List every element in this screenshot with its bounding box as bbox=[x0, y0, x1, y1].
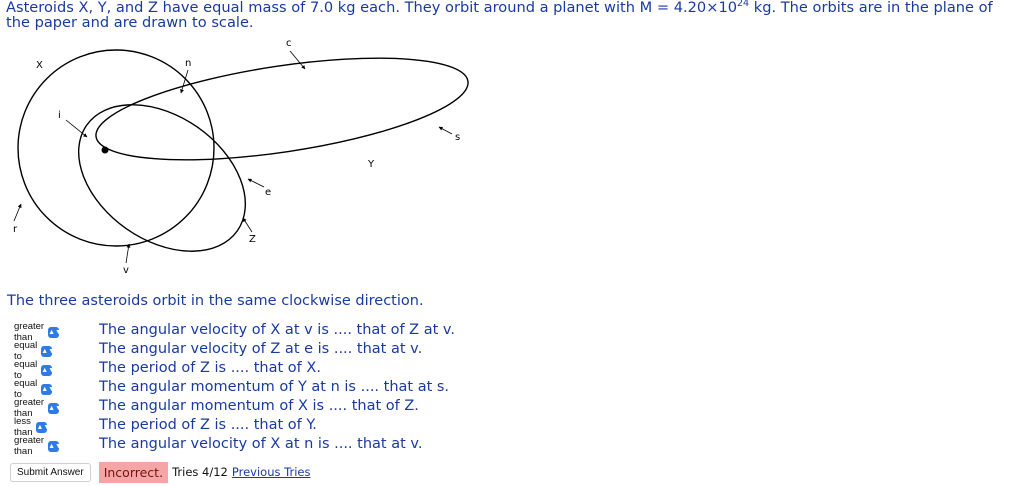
answer-select[interactable] bbox=[10, 397, 62, 419]
answer-select-value: equal to bbox=[14, 340, 38, 362]
submit-answer-button[interactable]: Submit Answer bbox=[10, 463, 91, 482]
orbit-x bbox=[18, 50, 214, 246]
answer-select[interactable] bbox=[10, 435, 62, 457]
arrow-s bbox=[439, 127, 452, 134]
select-chevron-icon: ▲▼ bbox=[41, 366, 56, 374]
answer-select-value: less than bbox=[14, 416, 33, 438]
arrow-r bbox=[14, 204, 21, 221]
answer-select-value: equal to bbox=[14, 378, 38, 400]
label-r: r bbox=[13, 224, 18, 235]
arrow-e bbox=[248, 179, 264, 187]
orbit-direction-note: The three asteroids orbit in the same clockwise direction. bbox=[7, 293, 424, 309]
problem-exponent: 24 bbox=[737, 0, 750, 10]
question-text: The angular momentum of X is .... that of Z. bbox=[99, 398, 419, 414]
question-text: The angular velocity of Z at e is .... that at v. bbox=[99, 341, 423, 357]
answer-select-value: greater than bbox=[14, 435, 45, 457]
question-text: The angular velocity of X at n is .... that at v. bbox=[99, 436, 423, 452]
label-i: i bbox=[58, 110, 61, 121]
answer-select[interactable] bbox=[10, 359, 56, 381]
orbit-z bbox=[51, 74, 273, 281]
label-n: n bbox=[185, 58, 192, 69]
select-chevron-icon: ▲▼ bbox=[48, 404, 62, 412]
answer-select[interactable] bbox=[10, 416, 51, 438]
answer-select-value: greater than bbox=[14, 321, 45, 343]
planet bbox=[102, 147, 109, 154]
orbit-y bbox=[90, 39, 475, 180]
problem-text-part2: kg. The orbits are in the plane of the paper and are drawn to scale. bbox=[6, 0, 993, 31]
status-badge: Incorrect. bbox=[99, 462, 168, 483]
label-e: e bbox=[265, 187, 272, 198]
question-text: The angular velocity of X at v is .... that of Z at v. bbox=[99, 322, 455, 338]
answer-select[interactable] bbox=[10, 321, 62, 343]
select-chevron-icon: ▲▼ bbox=[48, 442, 62, 450]
question-text: The angular momentum of Y at n is .... that at s. bbox=[99, 379, 450, 395]
select-chevron-icon: ▲▼ bbox=[41, 347, 56, 355]
answer-select[interactable] bbox=[10, 340, 56, 362]
problem-text-part1: Asteroids X, Y, and Z have equal mass of 7.0 kg each. They orbit around a planet with M = 4.20×10 bbox=[6, 0, 738, 16]
previous-tries-link[interactable]: Previous Tries bbox=[231, 465, 311, 479]
label-s: s bbox=[455, 132, 461, 143]
arrow-v bbox=[126, 244, 129, 263]
arrow-c bbox=[290, 51, 305, 69]
orbit-diagram bbox=[0, 34, 480, 284]
select-chevron-icon: ▲▼ bbox=[48, 328, 62, 336]
question-text: The period of Z is .... that of Y. bbox=[99, 417, 317, 433]
arrow-z bbox=[243, 218, 252, 232]
answer-select[interactable] bbox=[10, 378, 56, 400]
answer-select-value: greater than bbox=[14, 397, 45, 419]
tries-counter: Tries 4/12 bbox=[172, 465, 228, 479]
label-y: Y bbox=[368, 159, 375, 170]
arrow-n bbox=[181, 70, 188, 93]
label-z: Z bbox=[249, 234, 256, 245]
label-x: X bbox=[36, 60, 43, 71]
problem-statement bbox=[6, 0, 1020, 30]
select-chevron-icon: ▲▼ bbox=[41, 385, 56, 393]
question-text: The period of Z is .... that of X. bbox=[99, 360, 321, 376]
label-c: c bbox=[286, 38, 292, 49]
select-chevron-icon: ▲▼ bbox=[36, 423, 51, 431]
label-v: v bbox=[123, 265, 129, 276]
answer-select-value: equal to bbox=[14, 359, 38, 381]
answer-footer bbox=[10, 461, 310, 483]
